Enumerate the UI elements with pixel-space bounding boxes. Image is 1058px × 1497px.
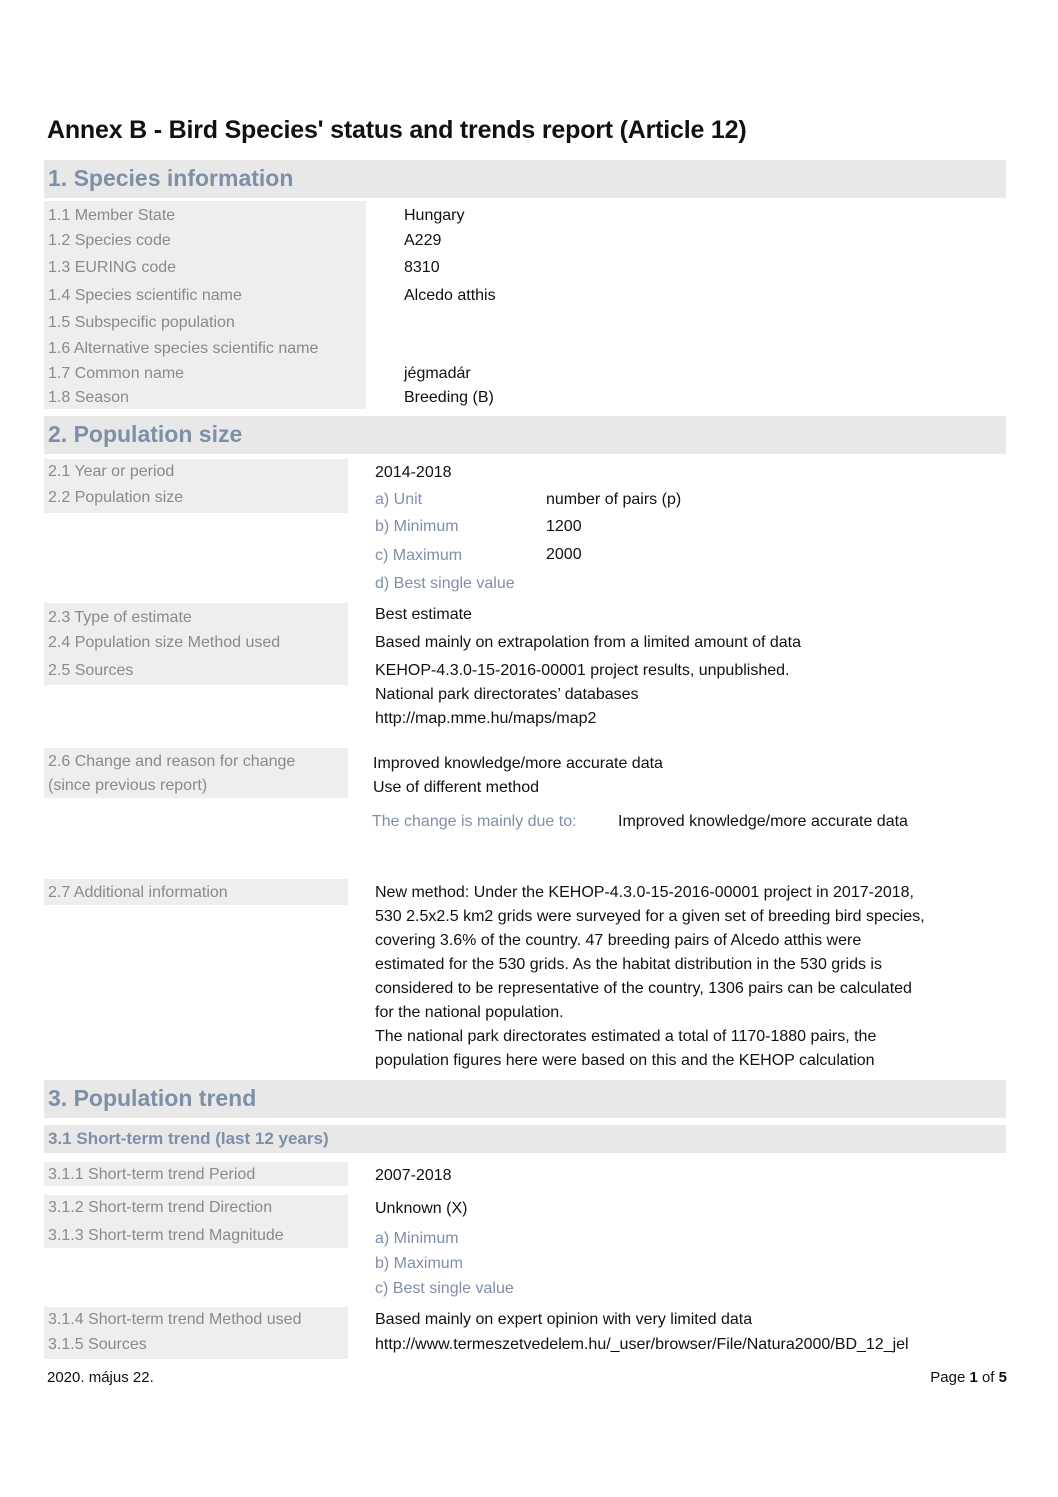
species-code-value: A229 xyxy=(404,232,442,249)
section-population-size xyxy=(44,416,1006,454)
member-state-label: 1.1 Member State xyxy=(48,207,176,224)
change-label-continued: (since previous report) xyxy=(48,777,208,794)
trend-method-label: 3.1.4 Short-term trend Method used xyxy=(48,1311,302,1328)
type-of-estimate-label: 2.3 Type of estimate xyxy=(48,609,192,626)
sources-line: National park directorates’ databases xyxy=(375,686,639,703)
type-of-estimate-value: Best estimate xyxy=(375,606,472,623)
year-value: 2014-2018 xyxy=(375,464,452,481)
maximum-value: 2000 xyxy=(546,546,582,563)
trend-direction-label: 3.1.2 Short-term trend Direction xyxy=(48,1199,273,1216)
mainly-due-label: The change is mainly due to: xyxy=(372,813,577,830)
page-mid: of xyxy=(977,1369,999,1386)
member-state-value: Hungary xyxy=(404,207,465,224)
unit-label: a) Unit xyxy=(375,491,423,508)
section-species-information xyxy=(44,160,1006,198)
additional-information-text xyxy=(375,881,1005,1073)
trend-magnitude-label: 3.1.3 Short-term trend Magnitude xyxy=(48,1227,284,1244)
section-population-trend xyxy=(44,1080,1006,1118)
section-heading: 2. Population size xyxy=(48,421,243,447)
alternative-name-label: 1.6 Alternative species scientific name xyxy=(48,340,319,357)
section-heading: 3. Population trend xyxy=(48,1085,257,1111)
current-page: 1 xyxy=(969,1369,978,1386)
subspecific-population-label: 1.5 Subspecific population xyxy=(48,314,235,331)
change-label: 2.6 Change and reason for change xyxy=(48,753,296,770)
mainly-due-value: Improved knowledge/more accurate data xyxy=(618,813,908,830)
paragraph-line: population figures here were based on this and the KEHOP calculation xyxy=(375,1052,875,1069)
trend-minimum-label: a) Minimum xyxy=(375,1230,459,1247)
section-heading: 1. Species information xyxy=(48,165,294,191)
paragraph-line: The national park directorates estimated a total of 1170-1880 pairs, the xyxy=(375,1028,877,1045)
footer-date: 2020. május 22. xyxy=(47,1369,154,1386)
paragraph-line: estimated for the 530 grids. As the habitat distribution in the 530 grids is xyxy=(375,956,882,973)
trend-maximum-label: b) Maximum xyxy=(375,1255,464,1272)
subsection-short-term-trend xyxy=(44,1125,1006,1153)
trend-method-value: Based mainly on expert opinion with very limited data xyxy=(375,1311,753,1328)
sources-line: http://map.mme.hu/maps/map2 xyxy=(375,710,597,727)
trend-best-single-value-label: c) Best single value xyxy=(375,1280,514,1297)
common-name-value: jégmadár xyxy=(404,365,471,382)
page-title: Annex B - Bird Species' status and trends report (Article 12) xyxy=(47,116,747,144)
method-used-value: Based mainly on extrapolation from a limited amount of data xyxy=(375,634,802,651)
best-single-value-label: d) Best single value xyxy=(375,575,515,592)
trend-period-label: 3.1.1 Short-term trend Period xyxy=(48,1166,256,1183)
trend-period-value: 2007-2018 xyxy=(375,1167,452,1184)
population-size-label: 2.2 Population size xyxy=(48,489,184,506)
change-value: Use of different method xyxy=(373,779,540,796)
minimum-value: 1200 xyxy=(546,518,582,535)
paragraph-line: covering 3.6% of the country. 47 breeding pairs of Alcedo atthis were xyxy=(375,932,862,949)
footer-page-number xyxy=(930,1369,1007,1386)
trend-sources-value: http://www.termeszetvedelem.hu/_user/browser/File/Natura2000/BD_12_jel xyxy=(375,1336,909,1353)
scientific-name-value: Alcedo atthis xyxy=(404,287,496,304)
method-used-label: 2.4 Population size Method used xyxy=(48,634,281,651)
paragraph-line: for the national population. xyxy=(375,1004,564,1021)
species-code-label: 1.2 Species code xyxy=(48,232,171,249)
year-label: 2.1 Year or period xyxy=(48,463,175,480)
season-label: 1.8 Season xyxy=(48,389,129,406)
unit-value: number of pairs (p) xyxy=(546,491,682,508)
season-value: Breeding (B) xyxy=(404,389,494,406)
page-prefix: Page xyxy=(930,1369,970,1386)
total-pages: 5 xyxy=(998,1369,1007,1386)
paragraph-line: New method: Under the KEHOP-4.3.0-15-2016-00001 project in 2017-2018, xyxy=(375,884,914,901)
common-name-label: 1.7 Common name xyxy=(48,365,185,382)
paragraph-line: considered to be representative of the country, 1306 pairs can be calculated xyxy=(375,980,912,997)
subsection-heading: 3.1 Short-term trend (last 12 years) xyxy=(48,1129,329,1148)
minimum-label: b) Minimum xyxy=(375,518,459,535)
trend-sources-label: 3.1.5 Sources xyxy=(48,1336,147,1353)
sources-line: KEHOP-4.3.0-15-2016-00001 project results, unpublished. xyxy=(375,662,790,679)
trend-direction-value: Unknown (X) xyxy=(375,1200,468,1217)
maximum-label: c) Maximum xyxy=(375,547,463,564)
euring-code-value: 8310 xyxy=(404,259,440,276)
sources-label: 2.5 Sources xyxy=(48,662,134,679)
additional-information-label: 2.7 Additional information xyxy=(48,884,228,901)
change-value: Improved knowledge/more accurate data xyxy=(373,755,663,772)
euring-code-label: 1.3 EURING code xyxy=(48,259,177,276)
paragraph-line: 530 2.5x2.5 km2 grids were surveyed for a given set of breeding bird species, xyxy=(375,908,925,925)
scientific-name-label: 1.4 Species scientific name xyxy=(48,287,242,304)
